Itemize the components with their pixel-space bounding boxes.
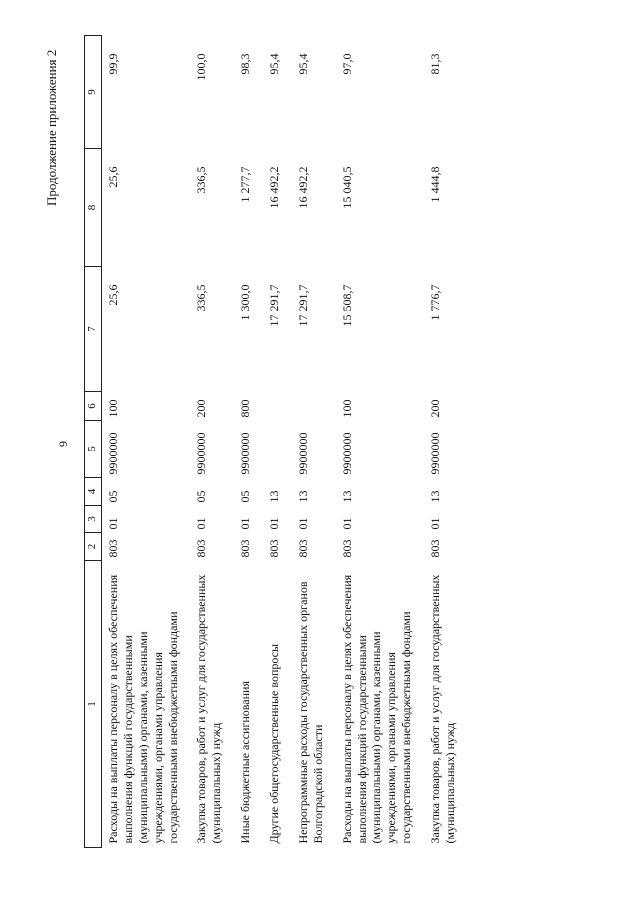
execution-percent-cell: 98,3 [238,53,253,75]
execution-percent-cell: 95,4 [295,53,310,75]
code-section-cell: 01 [194,517,209,530]
code-admin-cell: 803 [194,539,209,558]
column-header: 6 [85,392,102,421]
planned-amount-cell: 17 291,7 [267,284,281,327]
budget-table [84,35,468,848]
row-name-cell: Иные бюджетные ассигнования [238,681,253,844]
row-name-cell: Расходы на выплаты персоналу в целях обеспечения выполнения функций государственными (муниципальными) органами, казенными учреждениями, органами управления государственными внебюджетными фондами [106,574,180,844]
code-admin-cell: 803 [238,539,253,558]
table-row [190,36,234,848]
column-header: 4 [85,478,102,506]
table-row [292,36,336,848]
actual-amount-cell: 15 040,5 [339,166,354,209]
row-name-cell: Закупка товаров, работ и услуг для государственных (муниципальных) нужд [428,574,457,844]
table-row [263,36,292,848]
table-row [102,36,191,848]
column-header: 5 [85,421,102,478]
row-name-cell: Закупка товаров, работ и услуг для государственных (муниципальных) нужд [194,574,224,844]
execution-percent-cell: 97,0 [339,53,354,75]
code-target-cell: 9900000 [106,432,120,475]
table-row [234,36,263,848]
row-name-cell: Непрограммные расходы государственных органов Волгоградской области [295,581,325,844]
column-header: 8 [85,149,102,267]
code-subsection-cell: 05 [194,490,209,503]
code-subsection-cell: 13 [339,490,354,503]
planned-amount-cell: 1 300,0 [238,284,253,321]
budget-table-container [84,36,604,848]
actual-amount-cell: 16 492,2 [267,166,281,209]
execution-percent-cell: 81,3 [428,53,442,75]
column-header: 1 [85,561,102,848]
column-header: 9 [85,36,102,149]
table-row [336,36,424,848]
code-section-cell: 01 [428,517,442,530]
column-header: 7 [85,267,102,392]
planned-amount-cell: 336,5 [194,284,209,312]
code-subsection-cell: 05 [238,490,253,503]
actual-amount-cell: 1 277,7 [238,166,253,203]
code-subsection-cell: 13 [295,490,310,503]
code-admin-cell: 803 [428,539,442,558]
page-number: 9 [56,441,70,447]
code-expense-type-cell: 200 [194,399,209,418]
code-expense-type-cell [292,392,336,421]
code-section-cell: 01 [238,517,253,530]
table-row [424,36,468,848]
column-header: 3 [85,506,102,533]
planned-amount-cell: 15 508,7 [339,284,354,327]
row-name-cell: Расходы на выплаты персоналу в целях обеспечения выполнения функций государственными (муниципальными) органами, казенными учреждениями, органами управления государственными внебюджетными фондами [339,574,414,844]
actual-amount-cell: 16 492,2 [295,166,310,209]
table-body [102,36,468,848]
actual-amount-cell: 25,6 [106,166,120,188]
code-subsection-cell: 13 [428,490,442,503]
code-expense-type-cell: 100 [339,399,354,418]
code-section-cell: 01 [339,517,354,530]
execution-percent-cell: 100,0 [194,53,209,81]
code-section-cell: 01 [267,517,281,530]
actual-amount-cell: 336,5 [194,166,209,194]
appendix-caption-text: Продолжение приложения 2 [44,49,59,206]
code-section-cell: 01 [295,517,310,530]
code-target-cell [263,421,292,478]
code-subsection-cell: 05 [106,490,120,503]
code-target-cell: 9900000 [295,432,310,475]
code-section-cell: 01 [106,517,120,530]
code-admin-cell: 803 [295,539,310,558]
code-expense-type-cell: 200 [428,399,442,418]
code-target-cell: 9900000 [428,432,442,475]
code-admin-cell: 803 [106,539,120,558]
code-target-cell: 9900000 [194,432,209,475]
execution-percent-cell: 95,4 [267,53,281,75]
column-header: 2 [85,533,102,561]
execution-percent-cell: 99,9 [106,53,120,75]
code-expense-type-cell: 800 [238,399,253,418]
code-admin-cell: 803 [339,539,354,558]
actual-amount-cell: 1 444,8 [428,166,442,203]
planned-amount-cell: 1 776,7 [428,284,442,321]
row-name-cell: Другие общегосударственные вопросы [267,643,281,844]
code-target-cell: 9900000 [238,432,253,475]
code-admin-cell: 803 [267,539,281,558]
code-subsection-cell: 13 [267,490,281,503]
code-expense-type-cell: 100 [106,399,120,418]
planned-amount-cell: 25,6 [106,284,120,306]
code-expense-type-cell [263,392,292,421]
table-header-row [85,36,102,848]
code-target-cell: 9900000 [339,432,354,475]
planned-amount-cell: 17 291,7 [295,284,310,327]
